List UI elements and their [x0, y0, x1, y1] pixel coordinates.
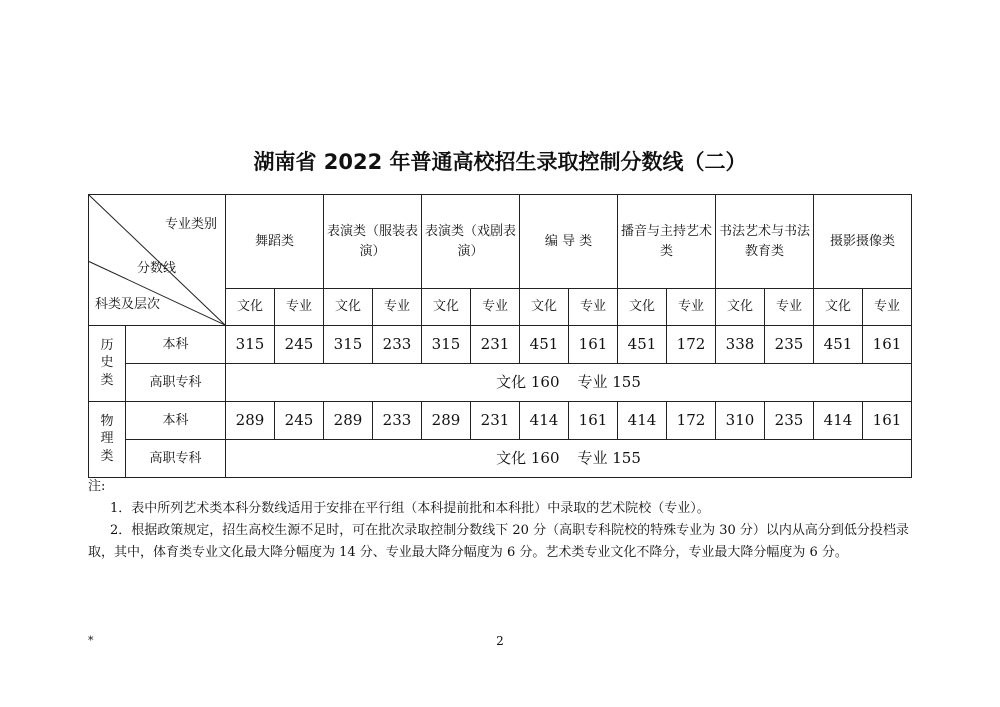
corner-label-category: 专业类别	[165, 217, 218, 232]
score-cell: 289	[422, 402, 471, 440]
sub-header-culture: 文化	[716, 289, 765, 326]
notes-section	[88, 476, 918, 564]
score-cell: 289	[324, 402, 373, 440]
sub-header-major: 专业	[765, 289, 814, 326]
sub-header-culture: 文化	[226, 289, 275, 326]
sub-header-major: 专业	[569, 289, 618, 326]
category-header: 表演类（服装表演）	[324, 195, 422, 289]
level-label: 本科	[126, 402, 226, 440]
merged-score-cell	[226, 440, 912, 478]
score-cell: 235	[765, 402, 814, 440]
category-header: 播音与主持艺术类	[618, 195, 716, 289]
score-cell: 231	[471, 402, 520, 440]
score-cell: 414	[814, 402, 863, 440]
corner-label-subject: 科类及层次	[95, 297, 161, 312]
merged-culture-score: 文化 160	[496, 373, 560, 392]
score-cell: 451	[814, 326, 863, 364]
score-cell: 414	[618, 402, 667, 440]
corner-label-score: 分数线	[137, 261, 177, 276]
merged-major-score: 专业 155	[577, 449, 641, 468]
category-header: 书法艺术与书法教育类	[716, 195, 814, 289]
score-table	[88, 194, 912, 478]
note-item: 2．根据政策规定，招生高校生源不足时，可在批次录取控制分数线下 20 分（高职专科院校的特殊专业为 30 分）以内从高分到低分投档录取，其中，体育类专业文化最大降分幅度为 14 分、专业最大降分幅度为 6 分。艺术类专业文化不降分，专业最大降分幅度为 6 分。	[88, 523, 909, 560]
sub-header-major: 专业	[863, 289, 912, 326]
score-cell: 161	[569, 326, 618, 364]
category-header: 编 导 类	[520, 195, 618, 289]
merged-major-score: 专业 155	[577, 373, 641, 392]
sub-header-major: 专业	[275, 289, 324, 326]
merged-culture-score: 文化 160	[496, 449, 560, 468]
score-cell: 161	[863, 326, 912, 364]
score-cell: 315	[226, 326, 275, 364]
group-label-physics: 物理类	[89, 402, 126, 478]
sub-header-culture: 文化	[324, 289, 373, 326]
table-row	[89, 440, 912, 478]
level-label: 本科	[126, 326, 226, 364]
notes-heading: 注:	[88, 479, 106, 494]
page-title: 湖南省 2022 年普通高校招生录取控制分数线（二）	[253, 150, 747, 174]
table-row	[89, 326, 912, 364]
score-cell: 233	[373, 326, 422, 364]
score-cell: 245	[275, 326, 324, 364]
score-cell: 231	[471, 326, 520, 364]
sub-header-culture: 文化	[814, 289, 863, 326]
score-cell: 172	[667, 402, 716, 440]
group-label-history: 历史类	[89, 326, 126, 402]
sub-header-major: 专业	[667, 289, 716, 326]
score-cell: 289	[226, 402, 275, 440]
score-cell: 451	[618, 326, 667, 364]
score-cell: 315	[324, 326, 373, 364]
score-cell: 338	[716, 326, 765, 364]
score-cell: 233	[373, 402, 422, 440]
footer-mark: *	[88, 634, 94, 647]
sub-header-major: 专业	[471, 289, 520, 326]
score-cell: 161	[863, 402, 912, 440]
sub-header-culture: 文化	[520, 289, 569, 326]
sub-header-culture: 文化	[422, 289, 471, 326]
score-cell: 161	[569, 402, 618, 440]
sub-header-culture: 文化	[618, 289, 667, 326]
score-cell: 245	[275, 402, 324, 440]
level-label: 高职专科	[126, 364, 226, 402]
score-cell: 172	[667, 326, 716, 364]
score-cell: 235	[765, 326, 814, 364]
category-header: 表演类（戏剧表演）	[422, 195, 520, 289]
page-number: 2	[496, 634, 504, 648]
score-cell: 310	[716, 402, 765, 440]
note-item: 1．表中所列艺术类本科分数线适用于安排在平行组（本科提前批和本科批）中录取的艺术院校（专业）。	[110, 501, 710, 516]
level-label: 高职专科	[126, 440, 226, 478]
category-header: 摄影摄像类	[814, 195, 912, 289]
table-row	[89, 364, 912, 402]
merged-score-cell	[226, 364, 912, 402]
table-row	[89, 402, 912, 440]
score-cell: 451	[520, 326, 569, 364]
corner-header-cell	[89, 195, 226, 326]
category-header: 舞蹈类	[226, 195, 324, 289]
score-cell: 414	[520, 402, 569, 440]
sub-header-major: 专业	[373, 289, 422, 326]
score-cell: 315	[422, 326, 471, 364]
